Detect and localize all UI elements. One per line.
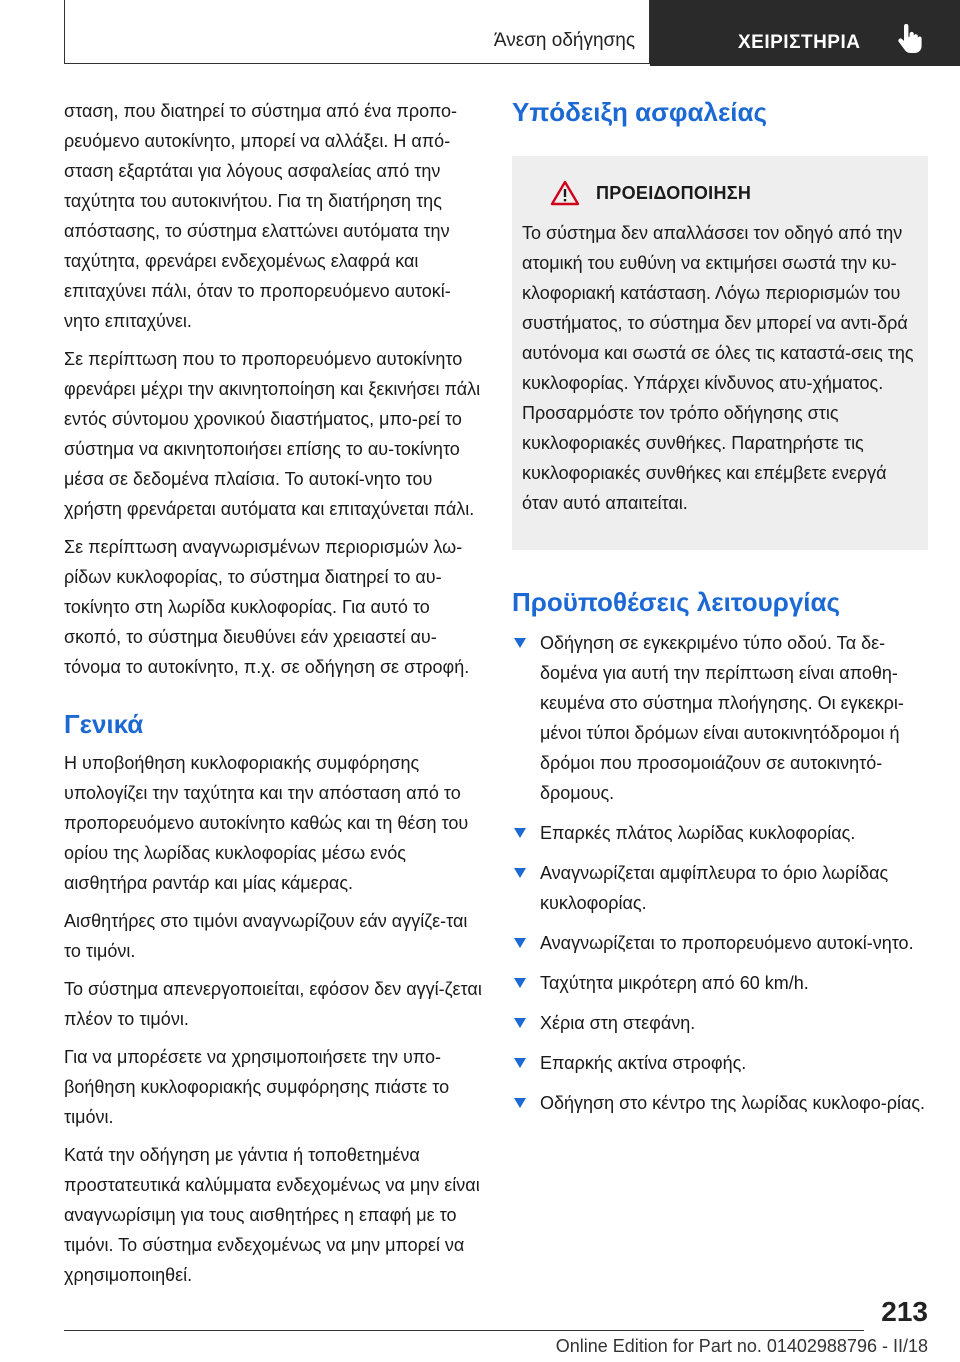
list-item: Αναγνωρίζεται το προπορευόμενο αυτοκί-νητο. bbox=[512, 928, 928, 958]
warning-triangle-icon bbox=[550, 180, 580, 206]
heading-general: Γενικά bbox=[64, 709, 144, 739]
paragraph-general-3: Το σύστημα απενεργοποιείται, εφόσον δεν αγγί-ζεται πλέον το τιμόνι. bbox=[64, 979, 482, 1029]
warning-text: Το σύστημα δεν απαλλάσσει τον οδηγό από την ατομική του ευθύνη να εκτιμήσει σωστά την κυ-κλοφοριακή κατάσταση. Λόγω περιορισμών του συστήματος, το σύστημα δεν μπορεί να αντι-δρά αυτόνομα και σωστά σε όλες τις καταστά-σεις της κυκλοφορίας. Υπάρχει κίνδυνος ατυ-χήματος. Προσαρμόστε τον τρόπο οδήγησης στις κυκλοφοριακές συνθήκες. Παρατηρήστε τις κυκλοφοριακές συνθήκες και επέμβετε ενεργά όταν αυτό απαιτείται. bbox=[522, 223, 914, 513]
chapter-tab-label: ΧΕΙΡΙΣΤΗΡΙΑ bbox=[738, 32, 861, 53]
list-item: Χέρια στη στεφάνη. bbox=[512, 1008, 928, 1038]
paragraph-distance: σταση, που διατηρεί το σύστημα από ένα προπο-ρευόμενο αυτοκίνητο, μπορεί να αλλάξει. Η από-σταση εξαρτάται για λόγους ασφαλείας από την ταχύτητα του αυτοκινήτου. Για τη διατήρηση της απόστασης, το σύστημα ελαττώνει αυτόματα την ταχύτητα, φρενάρει ενδεχομένως ελαφρά και επιταχύνει πάλι, όταν το προπορευόμενο αυτοκί-νητο επιταχύνει. bbox=[64, 101, 458, 331]
heading-safety-note: Υπόδειξη ασφαλείας bbox=[512, 97, 768, 127]
paragraph-general-2: Αισθητήρες στο τιμόνι αναγνωρίζουν εάν αγγίζε-ται το τιμόνι. bbox=[64, 911, 468, 961]
bullet-triangle-icon bbox=[514, 938, 526, 948]
bullet-triangle-icon bbox=[514, 1018, 526, 1028]
list-item: Αναγνωρίζεται αμφίπλευρα το όριο λωρίδας κυκλοφορίας. bbox=[512, 858, 928, 918]
left-column bbox=[64, 96, 484, 1298]
bullet-triangle-icon bbox=[514, 1098, 526, 1108]
page-number: 213 bbox=[881, 1296, 928, 1327]
paragraph-general-1: Η υποβοήθηση κυκλοφοριακής συμφόρησης υπολογίζει την ταχύτητα και την απόσταση από το προπορευόμενο αυτοκίνητο καθώς και τη θέση του ορίου της λωρίδας κυκλοφορίας μέσω ενός αισθητήρα ραντάρ και μίας κάμερας. bbox=[64, 753, 469, 893]
bullet-triangle-icon bbox=[514, 868, 526, 878]
list-item: Ταχύτητα μικρότερη από 60 km/h. bbox=[512, 968, 928, 998]
list-item: Οδήγηση σε εγκεκριμένο τύπο οδού. Τα δε-δομένα για αυτή την περίπτωση είναι αποθη-κευμένα στο σύστημα πλοήγησης. Οι εγκεκρι-μένοι τύποι δρόμων είναι αυτοκινητόδρομοι ή δρόμοι που προσομοιάζουν σε αυτοκινητό-δρομους. bbox=[512, 628, 928, 808]
bullet-triangle-icon bbox=[514, 828, 526, 838]
page-header bbox=[0, 0, 960, 66]
list-item: Επαρκής ακτίνα στροφής. bbox=[512, 1048, 928, 1078]
warning-header bbox=[550, 178, 918, 208]
paragraph-general-4: Για να μπορέσετε να χρησιμοποιήσετε την υπο-βοήθηση κυκλοφοριακής συμφόρησης πιάστε το τιμόνι. bbox=[64, 1047, 450, 1127]
list-item: Επαρκές πλάτος λωρίδας κυκλοφορίας. bbox=[512, 818, 928, 848]
right-column bbox=[512, 96, 928, 1128]
footer-edition: Online Edition for Part no. 01402988796 - II/18 bbox=[555, 1336, 928, 1356]
chapter-tab bbox=[650, 0, 960, 66]
prerequisites-list bbox=[512, 628, 928, 1118]
warning-box bbox=[512, 156, 928, 550]
bullet-triangle-icon bbox=[514, 638, 526, 648]
hand-pointer-icon bbox=[896, 24, 922, 54]
paragraph-lane-keeping: Σε περίπτωση αναγνωρισμένων περιορισμών λω-ρίδων κυκλοφορίας, το σύστημα διατηρεί το αυ-τοκίνητο στη λωρίδα κυκλοφορίας. Για αυτό το σκοπό, το σύστημα διευθύνει εάν χρειαστεί αυ-τόνομα το αυτοκίνητο, π.χ. σε οδήγηση σε στροφή. bbox=[64, 537, 470, 677]
bullet-triangle-icon bbox=[514, 1058, 526, 1068]
paragraph-stop-and-go: Σε περίπτωση που το προπορευόμενο αυτοκίνητο φρενάρει μέχρι την ακινητοποίηση και ξεκινήσει πάλι εντός σύντομου χρονικού διαστήματος, μπο-ρεί το σύστημα να ακινητοποιήσει επίσης το αυ-τοκίνητο μέσα σε δεδομένα πλαίσια. Το αυτοκί-νητο του χρήστη φρενάρεται αυτόματα και επιταχύνεται πάλι. bbox=[64, 349, 481, 519]
warning-title: ΠΡΟΕΙΔΟΠΟΙΗΣΗ bbox=[596, 183, 752, 203]
footer-divider bbox=[64, 1330, 864, 1331]
bullet-triangle-icon bbox=[514, 978, 526, 988]
heading-prerequisites: Προϋποθέσεις λειτουργίας bbox=[512, 587, 841, 617]
paragraph-general-5: Κατά την οδήγηση με γάντια ή τοποθετημένα προστατευτικά καλύμματα ενδεχομένως να μην είναι αναγνωρίσιμη για τους αισθητήρες η επαφή με το τιμόνι. Το σύστημα ενδεχομένως να μην μπορεί να χρησιμοποιηθεί. bbox=[64, 1145, 480, 1285]
list-item: Οδήγηση στο κέντρο της λωρίδας κυκλοφο-ρίας. bbox=[512, 1088, 928, 1118]
section-title: Άνεση οδήγησης bbox=[493, 30, 635, 51]
section-header-box bbox=[64, 0, 650, 64]
